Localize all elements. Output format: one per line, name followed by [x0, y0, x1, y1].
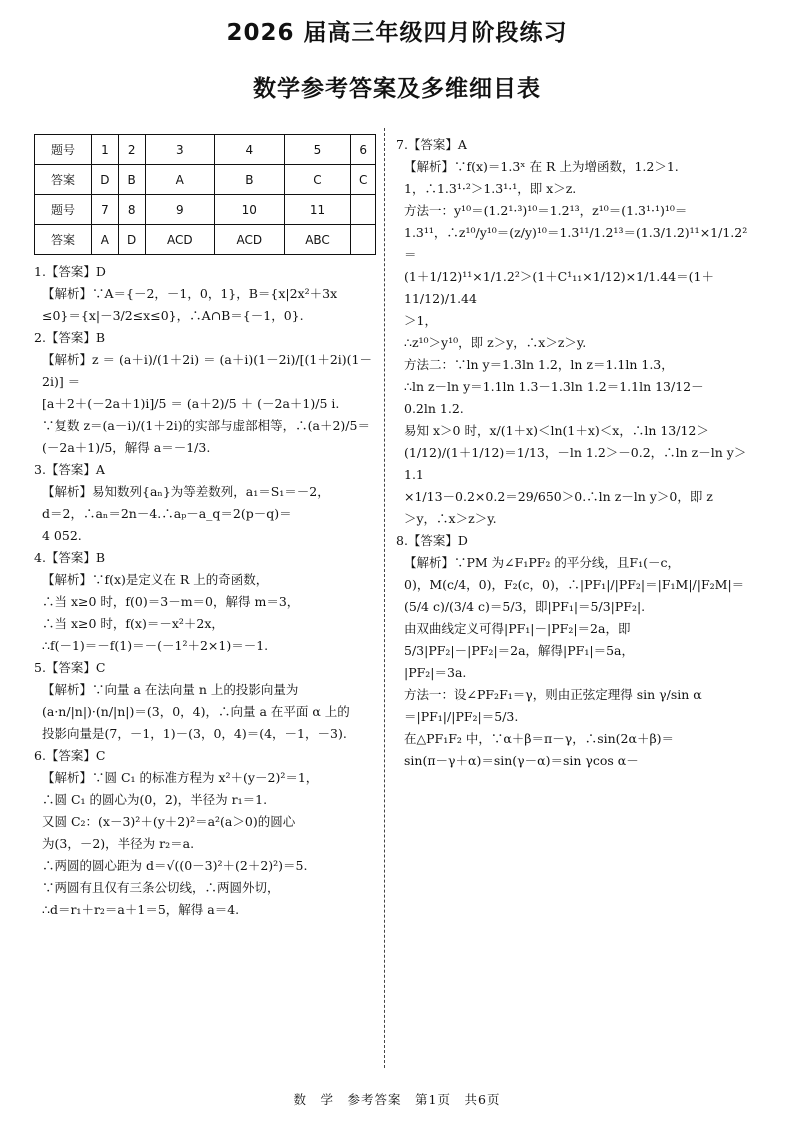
solution-line: 【解析】∵f(x)是定义在 R 上的奇函数，	[42, 572, 269, 587]
solution-line: ∴当 x≥0 时，f(0)＝3－m＝0，解得 m＝3，	[42, 594, 300, 609]
answer-table-cell: 8	[118, 195, 145, 225]
solution-line: 又圆 C₂：(x－3)²＋(y＋2)²＝a²(a＞0)的圆心	[42, 814, 296, 829]
solution-line: ∴当 x≥0 时，f(x)＝－x²＋2x，	[42, 616, 224, 631]
solution-line: 【解析】∵f(x)＝1.3ˣ 在 R 上为增函数，1.2＞1.	[404, 159, 679, 174]
answer-table-cell: D	[118, 225, 145, 255]
solution-line: ∴圆 C₁ 的圆心为(0，2)，半径为 r₁＝1.	[42, 792, 268, 807]
solution-line: 为(3，－2)，半径为 r₂＝a.	[42, 836, 195, 851]
answer-table-cell: A	[145, 165, 215, 195]
answer-heading: 4.【答案】B	[34, 550, 106, 565]
answer-heading: 8.【答案】D	[396, 533, 468, 548]
right-solutions	[396, 134, 758, 772]
answer-table-cell: C	[351, 165, 376, 195]
solution-line: (1/12)/(1＋1/12)＝1/13，－ln 1.2＞－0.2，∴ln z－ln y＞1.1	[404, 445, 747, 482]
solution-line: 由双曲线定义可得|PF₁|－|PF₂|＝2a，即	[404, 621, 631, 636]
answer-table-cell: 5	[284, 135, 351, 165]
answer-heading: 3.【答案】A	[34, 462, 105, 477]
answer-table-row	[35, 135, 376, 165]
answer-table-cell: B	[118, 165, 145, 195]
solution-line: 在△PF₁F₂ 中，∵α＋β＝π－γ，∴sin(2α＋β)＝	[404, 731, 675, 746]
solution-line: [a＋2＋(－2a＋1)i]/5 ＝ (a＋2)/5 ＋ (－2a＋1)/5 i.	[42, 396, 340, 411]
answer-table-row	[35, 195, 376, 225]
solution-line: 【解析】∵PM 为∠F₁PF₂ 的平分线，且F₁(－c，	[404, 555, 680, 570]
solution-line: |PF₂|＝3a.	[404, 665, 467, 680]
solution-line: ∴f(－1)＝－f(1)＝－(－1²＋2×1)＝－1.	[42, 638, 269, 653]
left-solutions	[34, 261, 376, 921]
solution-line: 易知 x＞0 时，x/(1＋x)＜ln(1＋x)＜x，∴ln 13/12＞	[404, 423, 709, 438]
solution-line: 【解析】∵圆 C₁ 的标准方程为 x²＋(y－2)²＝1，	[42, 770, 319, 785]
solution-line: (－2a＋1)/5，解得 a＝－1/3.	[42, 440, 211, 455]
answer-table-cell: 7	[92, 195, 119, 225]
answer-table-cell	[351, 225, 376, 255]
answer-table-cell: 10	[215, 195, 285, 225]
solution-line: 【解析】∵A＝{－2，－1，0，1}，B＝{x|2x²＋3x	[42, 286, 338, 301]
answer-table-row	[35, 225, 376, 255]
answer-table-cell: B	[215, 165, 285, 195]
solution-line: sin(π－γ＋α)＝sin(γ－α)＝sin γcos α－	[404, 753, 639, 768]
page-subtitle: 数学参考答案及多维细目表	[253, 76, 541, 102]
solution-line: (1＋1/12)¹¹×1/1.2²＞(1＋C¹₁₁×1/12)×1/1.44＝(1＋11/12)/1.44	[404, 269, 714, 306]
solution-line: ∵两圆有且仅有三条公切线，∴两圆外切，	[42, 880, 280, 895]
solution-line: 0.2ln 1.2.	[404, 401, 464, 416]
solution-line: 方法一：y¹⁰＝(1.2¹·³)¹⁰＝1.2¹³，z¹⁰＝(1.3¹·¹)¹⁰＝	[404, 203, 688, 218]
left-column	[34, 134, 376, 921]
answer-table-cell: 2	[118, 135, 145, 165]
answer-heading: 7.【答案】A	[396, 137, 467, 152]
answer-table-header-cell: 题号	[35, 135, 92, 165]
answer-table-cell: 3	[145, 135, 215, 165]
answer-table-cell: 1	[92, 135, 119, 165]
answer-table-cell: 4	[215, 135, 285, 165]
right-column	[396, 134, 758, 772]
answer-table-cell: C	[284, 165, 351, 195]
answer-heading: 1.【答案】D	[34, 264, 106, 279]
solution-line: 方法一：设∠PF₂F₁＝γ，则由正弦定理得 sin γ/sin α	[404, 687, 702, 702]
solution-line: 【解析】∵向量 a 在法向量 n 上的投影向量为	[42, 682, 299, 697]
solution-line: ∴z¹⁰＞y¹⁰，即 z＞y，∴x＞z＞y.	[404, 335, 587, 350]
answer-table-cell: ACD	[145, 225, 215, 255]
answer-table-cell	[351, 195, 376, 225]
solution-line: ∵复数 z＝(a－i)/(1＋2i)的实部与虚部相等，∴(a＋2)/5＝	[42, 418, 370, 433]
answer-table-cell: 6	[351, 135, 376, 165]
solution-line: ＝|PF₁|/|PF₂|＝5/3.	[404, 709, 519, 724]
solution-line: 1.3¹¹，∴z¹⁰/y¹⁰＝(z/y)¹⁰＝1.3¹¹/1.2¹³＝(1.3/1.2)¹¹×1/1.2²＝	[404, 225, 748, 262]
answer-table-header-cell: 答案	[35, 225, 92, 255]
solution-line: 4 052.	[42, 528, 82, 543]
solution-line: 【解析】易知数列{aₙ}为等差数列，a₁＝S₁＝－2，	[42, 484, 330, 499]
solution-line: 投影向量是(7，－1，1)－(3，0，4)＝(4，－1，－3).	[42, 726, 347, 741]
answer-table-row	[35, 165, 376, 195]
solution-line: ∴d＝r₁＋r₂＝a＋1＝5，解得 a＝4.	[42, 902, 240, 917]
answer-table-cell: 11	[284, 195, 351, 225]
answer-table-cell: ABC	[284, 225, 351, 255]
solution-line: ∴两圆的圆心距为 d＝√((0－3)²＋(2＋2)²)＝5.	[42, 858, 308, 873]
solution-line: 5/3|PF₂|－|PF₂|＝2a，解得|PF₁|＝5a，	[404, 643, 634, 658]
solution-line: 【解析】z ＝ (a＋i)/(1＋2i) ＝ (a＋i)(1－2i)/[(1＋2i)(1－2i)] ＝	[42, 352, 372, 389]
solution-line: (5/4 c)/(3/4 c)＝5/3，即|PF₁|＝5/3|PF₂|.	[404, 599, 646, 614]
answer-table-cell: D	[92, 165, 119, 195]
page-footer: 数 学 参考答案 第1页 共6页	[293, 1092, 501, 1107]
answer-table-cell: A	[92, 225, 119, 255]
answer-heading: 6.【答案】C	[34, 748, 106, 763]
column-divider	[384, 128, 385, 1068]
solution-line: 0)，M(c/4，0)，F₂(c，0)，∴|PF₁|/|PF₂|＝|F₁M|/|F₂M|＝	[404, 577, 745, 592]
solution-line: ×1/13－0.2×0.2＝29/650＞0.∴ln z－ln y＞0，即 z	[404, 489, 713, 504]
solution-line: ＞y，∴x＞z＞y.	[404, 511, 497, 526]
answer-table-header-cell: 答案	[35, 165, 92, 195]
solution-line: d＝2，∴aₙ＝2n－4.∴aₚ－a_q＝2(p－q)＝	[42, 506, 292, 521]
solution-line: 方法二：∵ln y＝1.3ln 1.2，ln z＝1.1ln 1.3，	[404, 357, 674, 372]
answer-table-cell: 9	[145, 195, 215, 225]
answer-heading: 2.【答案】B	[34, 330, 106, 345]
page-title: 2026 届高三年级四月阶段练习	[226, 20, 568, 46]
solution-line: 1，∴1.3¹·²＞1.3¹·¹，即 x＞z.	[404, 181, 577, 196]
solution-line: (a·n/|n|)·(n/|n|)＝(3，0，4)，∴向量 a 在平面 α 上的	[42, 704, 350, 719]
solution-line: ∴ln z－ln y＝1.1ln 1.3－1.3ln 1.2＝1.1ln 13/12－	[404, 379, 704, 394]
solution-line: ≤0}＝{x|－3/2≤x≤0}，∴A∩B＝{－1，0}.	[42, 308, 304, 323]
answer-table-header-cell: 题号	[35, 195, 92, 225]
answer-table	[34, 134, 376, 255]
solution-line: ＞1，	[404, 313, 437, 328]
answer-table-cell: ACD	[215, 225, 285, 255]
answer-heading: 5.【答案】C	[34, 660, 106, 675]
